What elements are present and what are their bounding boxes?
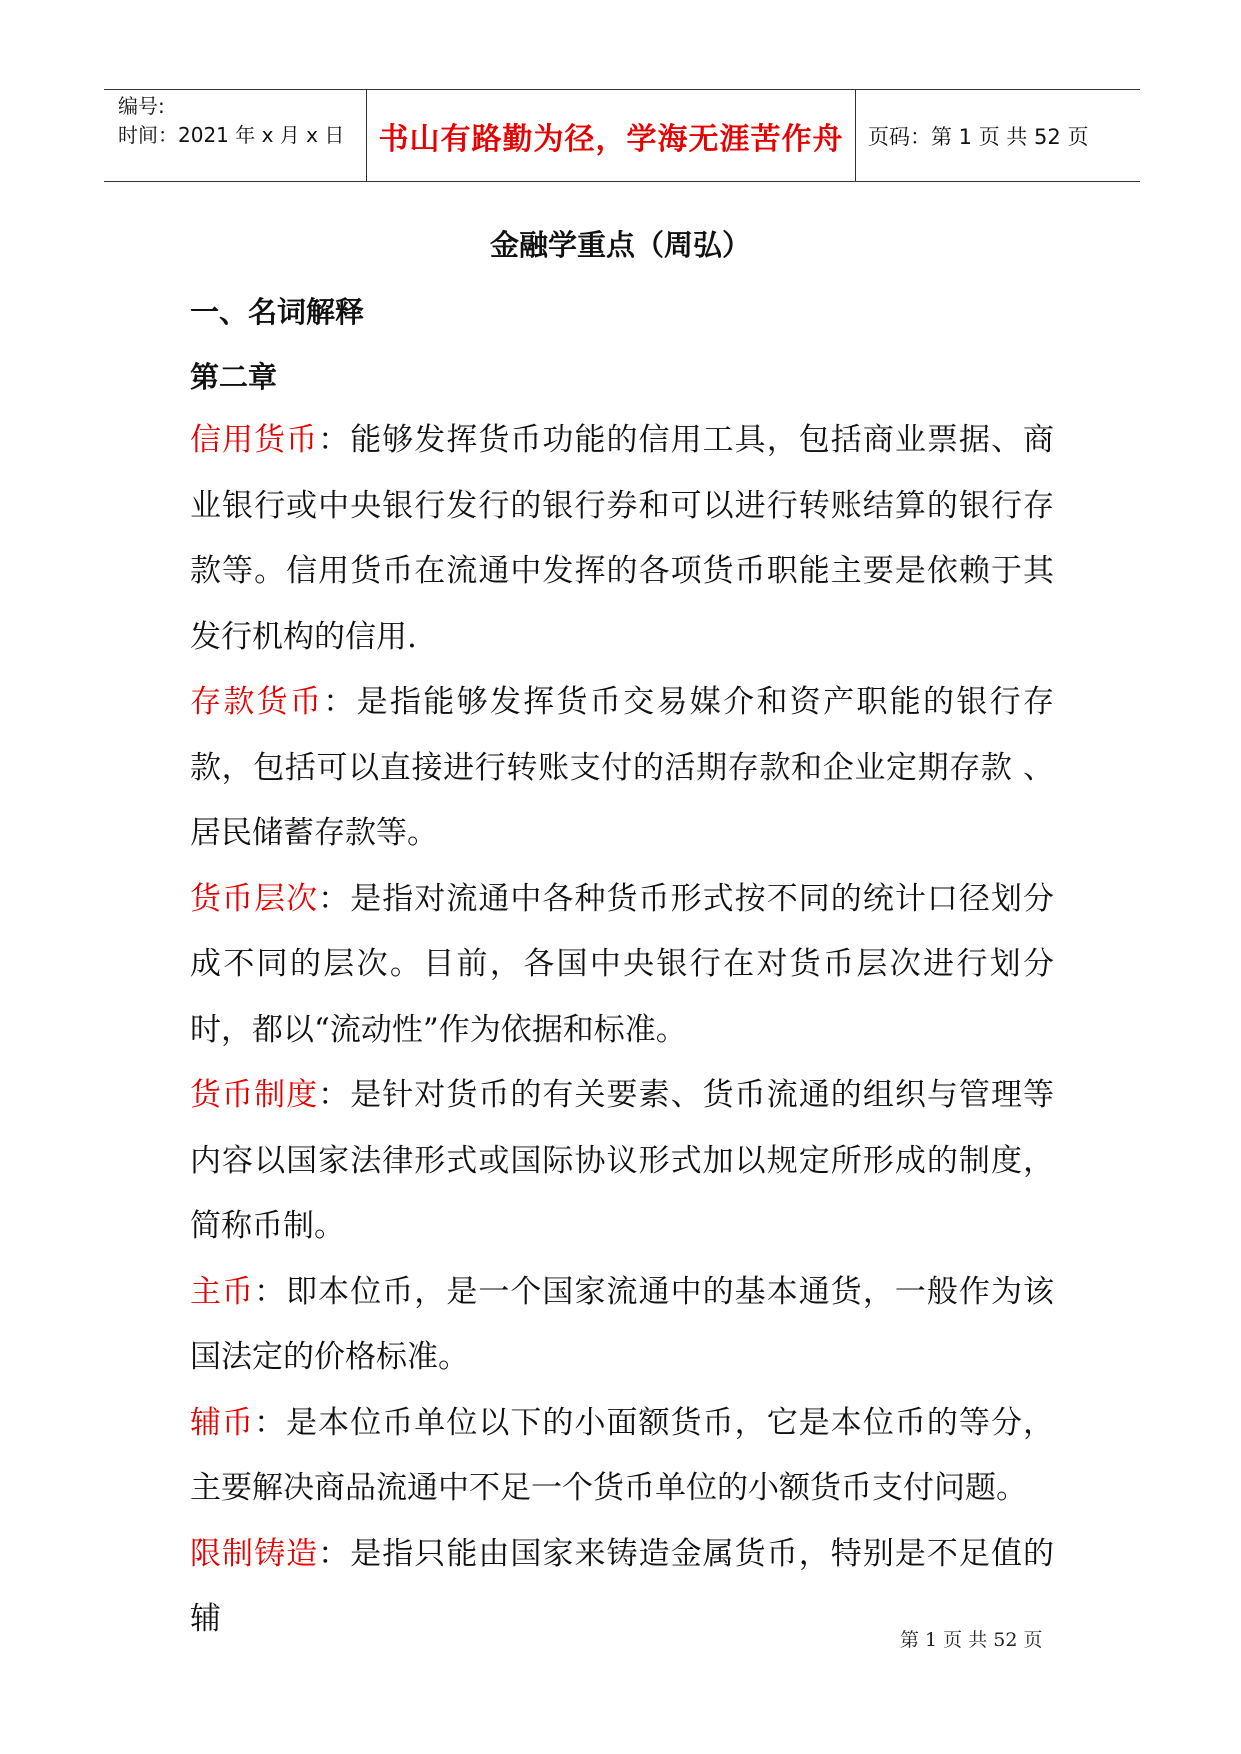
term-label: 货币制度 [190,1077,319,1113]
definition-entry [190,408,1054,670]
definition-entry [190,867,1054,1064]
definition-text: 即本位币，是一个国家流通中的基本通货，一般作为该国法定的价格标准。 [190,1273,1055,1375]
chapter-heading: 第二章 [190,360,278,394]
definition-text: 是指能够发挥货币交易媒介和资产职能的银行存款，包括可以直接进行转账支付的活期存款和企业定期存款 、居民储蓄存款等。 [190,684,1055,851]
term-separator: ： [254,1273,287,1310]
term-separator: ： [318,422,351,458]
term-label: 存款货币 [190,684,324,720]
definition-text: 是指只能由国家来铸造金属货币，特别是不足值的辅 [190,1535,1055,1637]
header-motto-cell [367,90,856,181]
term-label: 货币层次 [190,880,319,917]
term-label: 限制铸造 [190,1535,319,1572]
motto-text: 书山有路勤为径，学海无涯苦作舟 [378,121,844,157]
page-footer: 第 1 页 共 52 页 [900,1629,1043,1651]
definition-text: 是指对流通中各种货币形式按不同的统计口径划分成不同的层次。目前，各国中央银行在对货币层次进行划分时，都以“流动性”作为依据和标准。 [190,880,1055,1048]
term-separator: ： [323,684,357,720]
term-separator: ： [254,1404,287,1441]
definition-text: 是本位币单位以下的小面额货币，它是本位币的等分，主要解决商品流通中不足一个货币单位的小额货币支付问题。 [190,1404,1055,1506]
term-label: 信用货币 [190,422,319,458]
definition-text: 能够发挥货币功能的信用工具，包括商业票据、商业银行或中央银行发行的银行券和可以进行转账结算的银行存款等。信用货币在流通中发挥的各项货币职能主要是依赖于其发行机构的信用. [190,422,1055,655]
definition-text: 是针对货币的有关要素、货币流通的组织与管理等内容以国家法律形式或国际协议形式加以规定所形成的制度，简称币制。 [190,1077,1055,1244]
definitions-body [190,408,1054,1653]
term-label: 辅币 [190,1404,255,1441]
term-separator: ： [318,1535,351,1572]
definition-entry [190,1063,1054,1260]
document-title: 金融学重点（周弘） [489,228,751,262]
definition-entry [190,1391,1054,1522]
header-meta-cell [104,90,367,181]
time-label: 时间：2021 年 x 月 x 日 [118,123,345,147]
header-table [104,89,1140,182]
definition-entry [190,1260,1054,1391]
term-separator: ： [318,1077,351,1113]
definition-entry [190,670,1054,867]
term-separator: ： [318,880,351,917]
term-label: 主币 [190,1273,255,1310]
section-heading: 一、名词解释 [190,295,365,329]
serial-number-label: 编号: [118,94,165,118]
header-page-cell [856,90,1140,181]
page-info-text: 页码：第 1 页 共 52 页 [868,124,1089,149]
